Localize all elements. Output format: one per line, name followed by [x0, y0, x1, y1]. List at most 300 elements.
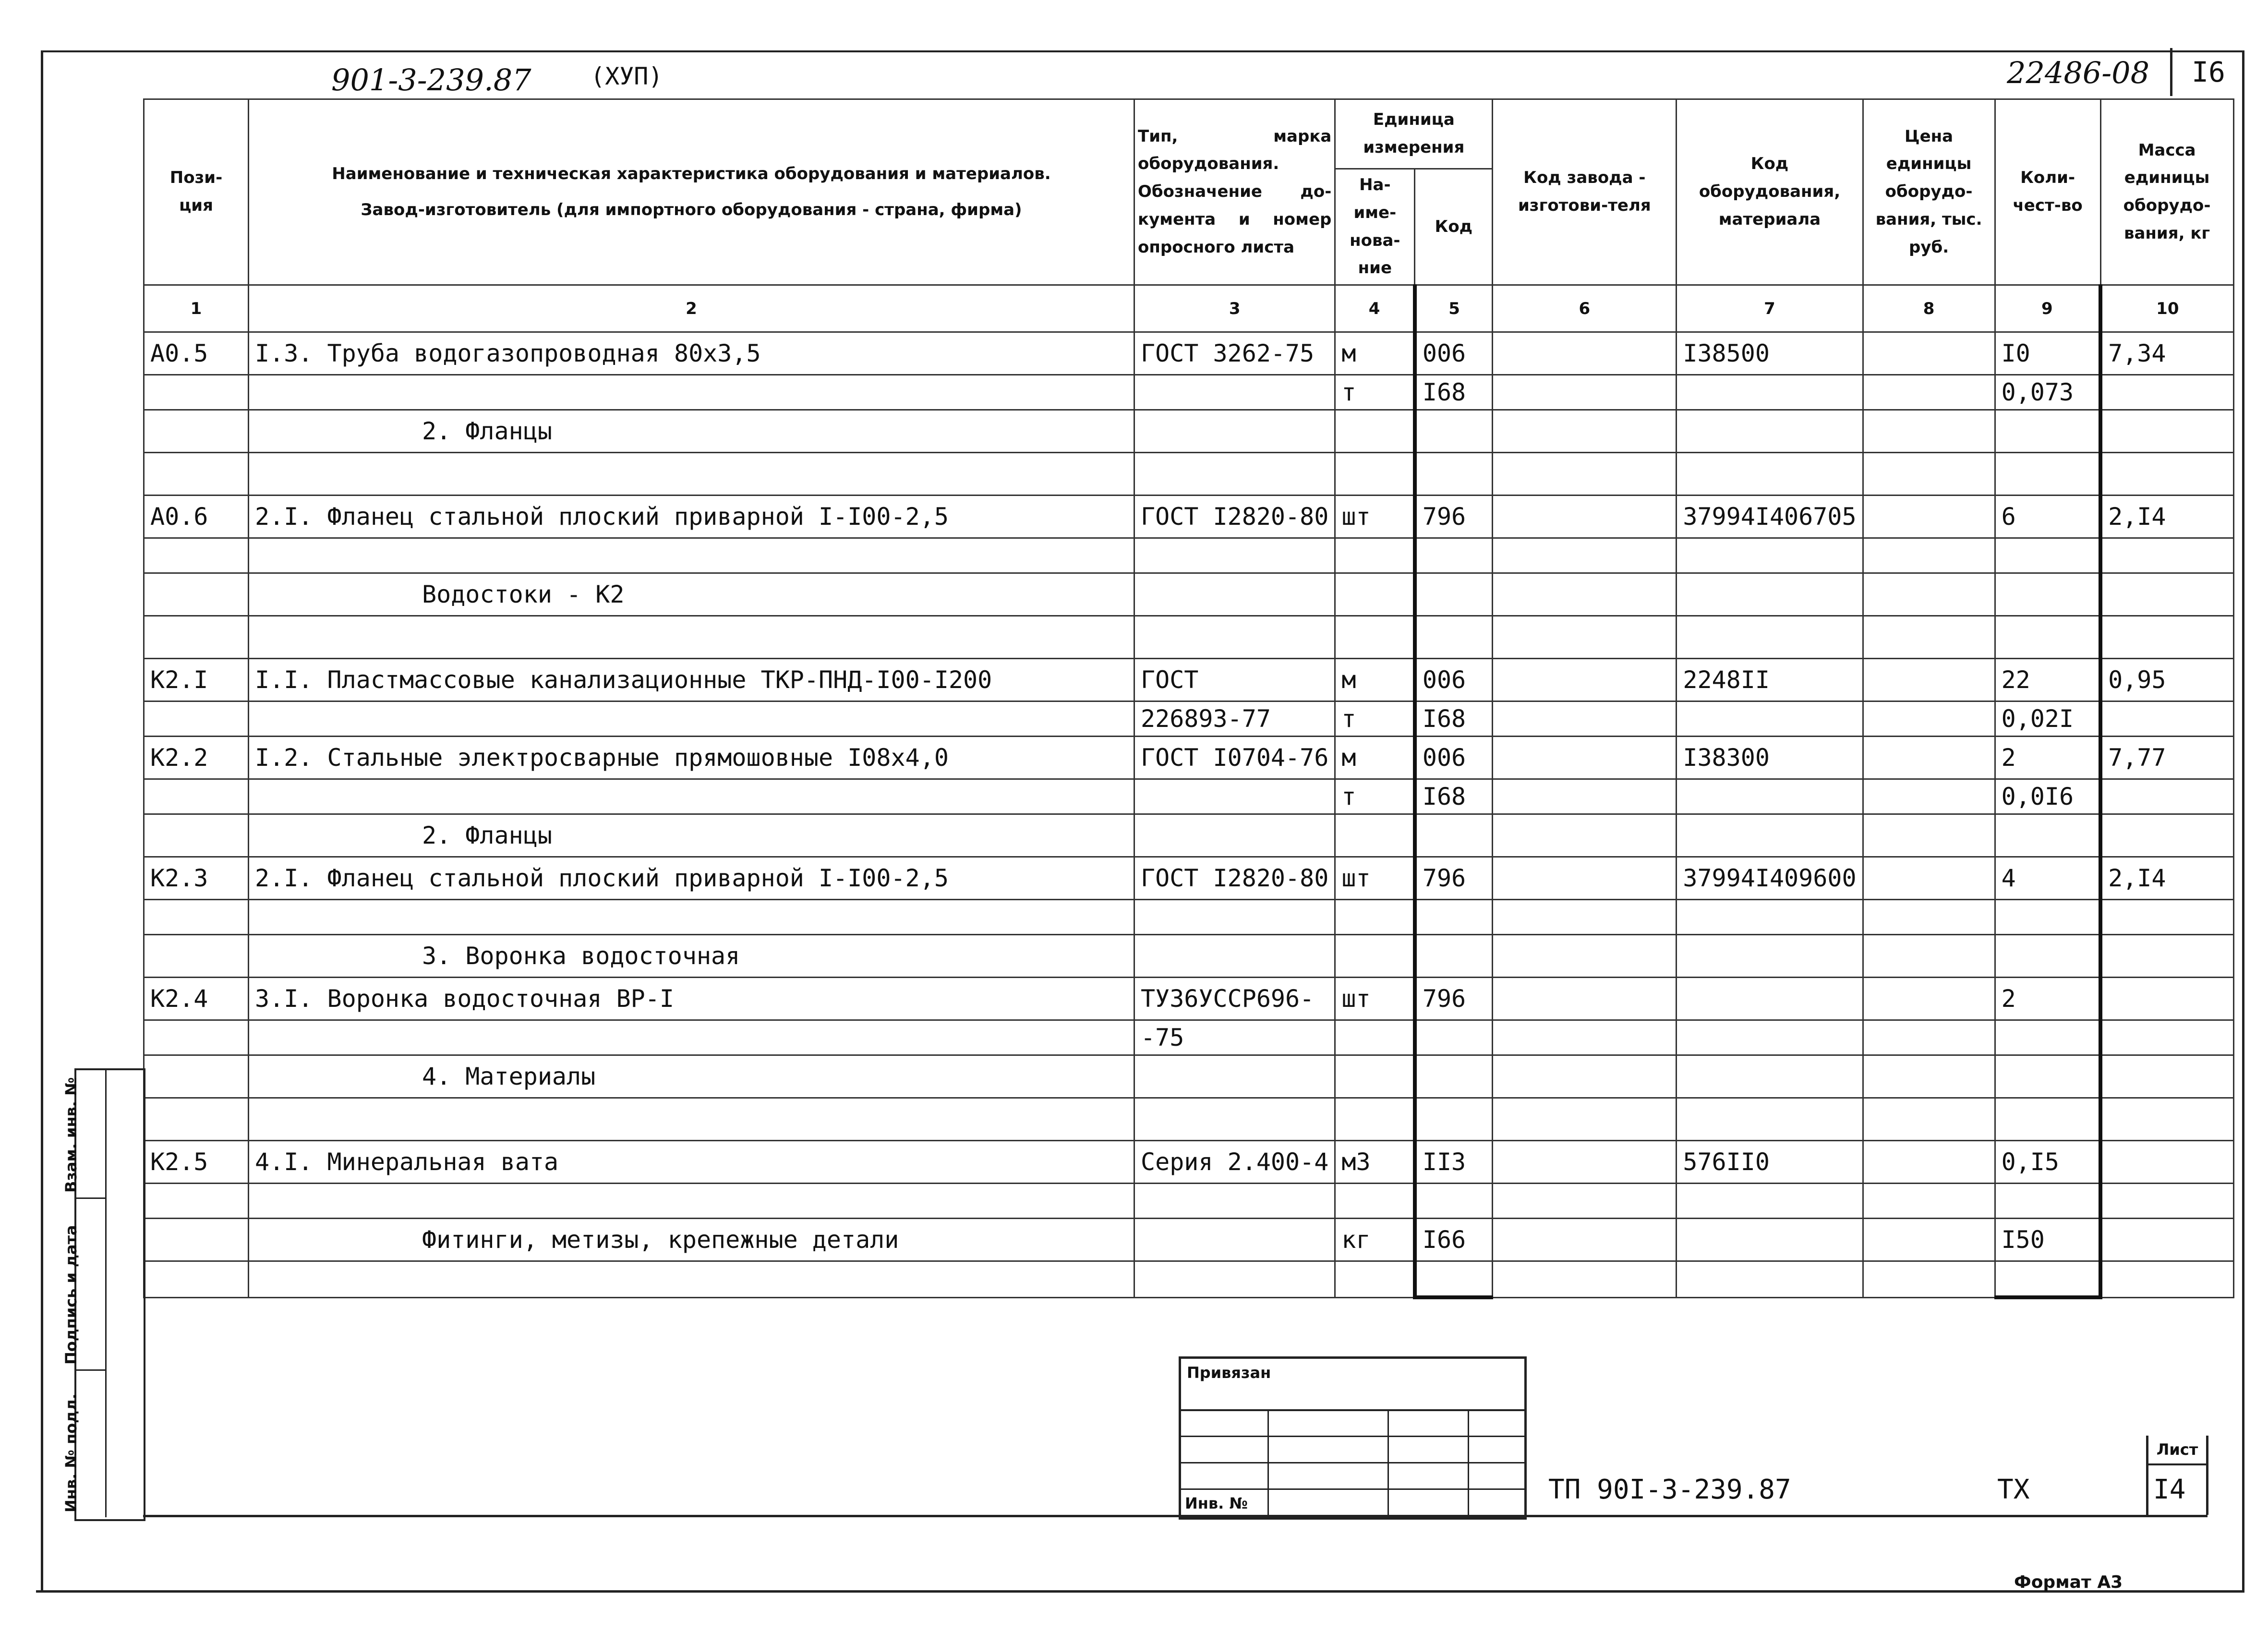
price-cell — [1863, 1020, 1995, 1055]
quantity-cell: I50 — [1995, 1219, 2100, 1261]
quantity-cell: 0,I5 — [1995, 1141, 2100, 1184]
quantity-cell: I0 — [1995, 332, 2100, 375]
document-cell — [1134, 616, 1335, 659]
document-cell — [1134, 410, 1335, 453]
plant-code-cell — [1493, 1141, 1677, 1184]
column-number: 10 — [2100, 285, 2233, 332]
plant-code-cell — [1493, 538, 1677, 573]
document-cell: ГОСТ I0704-76 — [1134, 737, 1335, 779]
equipment-code-cell — [1677, 410, 1863, 453]
price-cell — [1863, 573, 1995, 616]
unit-code-cell: I68 — [1415, 375, 1493, 410]
table-row — [144, 978, 2234, 1020]
plant-code-cell — [1493, 375, 1677, 410]
header-position: Пози- ция — [144, 99, 249, 285]
table-row — [144, 1055, 2234, 1098]
equipment-code-cell — [1677, 1020, 1863, 1055]
name-cell — [249, 900, 1134, 935]
quantity-cell: 0,0I6 — [1995, 779, 2100, 814]
quantity-cell: 0,073 — [1995, 375, 2100, 410]
plant-code-cell — [1493, 857, 1677, 900]
unit-code-cell: II3 — [1415, 1141, 1493, 1184]
position-cell: К2.5 — [144, 1141, 249, 1184]
price-cell — [1863, 1055, 1995, 1098]
equipment-code-cell — [1677, 375, 1863, 410]
quantity-cell — [1995, 1184, 2100, 1219]
unit-name-cell: шт — [1335, 857, 1415, 900]
position-cell — [144, 375, 249, 410]
unit-name-cell — [1335, 1055, 1415, 1098]
sheet-label: Лист — [2148, 1436, 2206, 1465]
unit-code-cell — [1415, 453, 1493, 496]
unit-name-cell: т — [1335, 701, 1415, 737]
name-cell — [249, 375, 1134, 410]
mass-cell — [2100, 1219, 2233, 1261]
mass-cell — [2100, 779, 2233, 814]
position-cell — [144, 900, 249, 935]
plant-code-cell — [1493, 573, 1677, 616]
quantity-cell — [1995, 814, 2100, 857]
price-cell — [1863, 1184, 1995, 1219]
price-cell — [1863, 1098, 1995, 1141]
plant-code-cell — [1493, 1098, 1677, 1141]
header-unit: Единица измерения — [1335, 99, 1493, 169]
plant-code-cell — [1493, 659, 1677, 701]
document-cell — [1134, 573, 1335, 616]
position-cell — [144, 538, 249, 573]
name-cell — [249, 1098, 1134, 1141]
document-cell: -75 — [1134, 1020, 1335, 1055]
unit-name-cell — [1335, 538, 1415, 573]
unit-code-cell — [1415, 1184, 1493, 1219]
table-row — [144, 779, 2234, 814]
unit-name-cell — [1335, 935, 1415, 978]
mass-cell — [2100, 814, 2233, 857]
position-cell — [144, 1098, 249, 1141]
specification-table — [143, 98, 2234, 1299]
quantity-cell — [1995, 616, 2100, 659]
equipment-code-cell: 37994I406705 — [1677, 496, 1863, 538]
position-cell — [144, 1261, 249, 1298]
document-cell — [1134, 814, 1335, 857]
name-cell: 2. Фланцы — [249, 410, 1134, 453]
table-row — [144, 900, 2234, 935]
header-name — [249, 99, 1134, 285]
name-cell — [249, 779, 1134, 814]
unit-code-cell — [1415, 538, 1493, 573]
mass-cell — [2100, 1098, 2233, 1141]
mass-cell: 2,I4 — [2100, 496, 2233, 538]
table-row — [144, 701, 2234, 737]
header-equipment-code: Код оборудования, материала — [1677, 99, 1863, 285]
unit-name-cell: т — [1335, 375, 1415, 410]
equipment-code-cell — [1677, 1261, 1863, 1298]
mass-cell: 2,I4 — [2100, 857, 2233, 900]
position-cell: А0.6 — [144, 496, 249, 538]
unit-code-cell: 796 — [1415, 496, 1493, 538]
quantity-cell — [1995, 1055, 2100, 1098]
equipment-code-cell — [1677, 538, 1863, 573]
position-cell: К2.3 — [144, 857, 249, 900]
equipment-code-cell — [1677, 1184, 1863, 1219]
unit-name-cell: м — [1335, 737, 1415, 779]
mass-cell — [2100, 1055, 2233, 1098]
quantity-cell — [1995, 1098, 2100, 1141]
unit-code-cell — [1415, 1055, 1493, 1098]
name-cell: 3.I. Воронка водосточная ВР-I — [249, 978, 1134, 1020]
document-cell — [1134, 538, 1335, 573]
drawing-frame-bottom — [36, 1590, 2244, 1593]
sheet-number: I4 — [2153, 1474, 2186, 1505]
unit-name-cell — [1335, 616, 1415, 659]
unit-code-cell: 796 — [1415, 978, 1493, 1020]
table-row — [144, 538, 2234, 573]
column-number: 2 — [249, 285, 1134, 332]
document-cell: ГОСТ — [1134, 659, 1335, 701]
table-row — [144, 1141, 2234, 1184]
unit-name-cell — [1335, 814, 1415, 857]
price-cell — [1863, 332, 1995, 375]
column-number: 5 — [1415, 285, 1493, 332]
document-cell — [1134, 1184, 1335, 1219]
plant-code-cell — [1493, 1055, 1677, 1098]
equipment-code-cell — [1677, 935, 1863, 978]
equipment-code-cell — [1677, 616, 1863, 659]
unit-code-cell: 006 — [1415, 332, 1493, 375]
table-row — [144, 814, 2234, 857]
plant-code-cell — [1493, 410, 1677, 453]
name-cell: 2.I. Фланец стальной плоский приварной I-I00-2,5 — [249, 496, 1134, 538]
name-cell: 3. Воронка водосточная — [249, 935, 1134, 978]
plant-code-cell — [1493, 1184, 1677, 1219]
header-name-line1: Наименование и техническая характеристика оборудования и материалов. — [332, 164, 1051, 184]
table-row — [144, 375, 2234, 410]
price-cell — [1863, 410, 1995, 453]
name-cell: 2. Фланцы — [249, 814, 1134, 857]
price-cell — [1863, 900, 1995, 935]
mass-cell — [2100, 375, 2233, 410]
unit-name-cell — [1335, 453, 1415, 496]
name-cell — [249, 538, 1134, 573]
page-number: I6 — [2170, 48, 2244, 96]
mass-cell — [2100, 453, 2233, 496]
document-cell: Серия 2.400-4 — [1134, 1141, 1335, 1184]
table-row — [144, 496, 2234, 538]
mass-cell: 7,34 — [2100, 332, 2233, 375]
position-cell — [144, 410, 249, 453]
equipment-code-cell: I38300 — [1677, 737, 1863, 779]
table-row — [144, 857, 2234, 900]
plant-code-cell — [1493, 496, 1677, 538]
equipment-code-cell — [1677, 814, 1863, 857]
table-row — [144, 737, 2234, 779]
name-cell — [249, 616, 1134, 659]
plant-code-cell — [1493, 978, 1677, 1020]
name-cell: I.2. Стальные электросварные прямошовные I08х4,0 — [249, 737, 1134, 779]
unit-code-cell — [1415, 573, 1493, 616]
unit-name-cell: кг — [1335, 1219, 1415, 1261]
unit-code-cell: I66 — [1415, 1219, 1493, 1261]
equipment-code-cell: 576II0 — [1677, 1141, 1863, 1184]
sidebar-podpis-cell — [62, 1199, 107, 1371]
stage-code: ТХ — [1997, 1474, 2030, 1505]
document-cell — [1134, 375, 1335, 410]
document-cell — [1134, 1261, 1335, 1298]
name-cell — [249, 453, 1134, 496]
name-cell: Водостоки - К2 — [249, 573, 1134, 616]
unit-name-cell — [1335, 1184, 1415, 1219]
plant-code-cell — [1493, 814, 1677, 857]
plant-code-cell — [1493, 737, 1677, 779]
header-price: Цена единицы оборудо-вания, тыс. руб. — [1863, 99, 1995, 285]
header-unit-code: Код — [1415, 169, 1493, 285]
sidebar-vzam-label: Взам. инв. № — [62, 1077, 80, 1193]
price-cell — [1863, 453, 1995, 496]
position-cell — [144, 935, 249, 978]
registration-number: 22486-08 — [2007, 55, 2150, 90]
unit-name-cell — [1335, 1020, 1415, 1055]
quantity-cell — [1995, 935, 2100, 978]
quantity-cell — [1995, 1261, 2100, 1298]
equipment-code-cell — [1677, 900, 1863, 935]
table-row — [144, 453, 2234, 496]
price-cell — [1863, 978, 1995, 1020]
header-type: Тип, марка оборудования. Обозначение до-кумента и номер опросного листа — [1134, 99, 1335, 285]
document-cell — [1134, 935, 1335, 978]
column-number: 6 — [1493, 285, 1677, 332]
sidebar-podpis-label: Подпись и дата — [62, 1225, 80, 1365]
position-cell — [144, 779, 249, 814]
price-cell — [1863, 1261, 1995, 1298]
column-number: 4 — [1335, 285, 1415, 332]
unit-code-cell — [1415, 1098, 1493, 1141]
price-cell — [1863, 814, 1995, 857]
bottom-rule — [143, 1515, 2208, 1517]
unit-code-cell — [1415, 900, 1493, 935]
document-cell — [1134, 900, 1335, 935]
equipment-code-cell — [1677, 779, 1863, 814]
mass-cell — [2100, 701, 2233, 737]
plant-code-cell — [1493, 900, 1677, 935]
equipment-code-cell — [1677, 701, 1863, 737]
unit-code-cell — [1415, 616, 1493, 659]
mass-cell: 0,95 — [2100, 659, 2233, 701]
mass-cell — [2100, 1184, 2233, 1219]
price-cell — [1863, 1219, 1995, 1261]
column-number: 9 — [1995, 285, 2100, 332]
plant-code-cell — [1493, 1020, 1677, 1055]
position-cell — [144, 701, 249, 737]
sheet-box — [2146, 1436, 2208, 1515]
column-number: 3 — [1134, 285, 1335, 332]
name-cell — [249, 1184, 1134, 1219]
mass-cell — [2100, 1261, 2233, 1298]
position-cell — [144, 616, 249, 659]
unit-name-cell: шт — [1335, 496, 1415, 538]
mass-cell — [2100, 573, 2233, 616]
quantity-cell: 0,02I — [1995, 701, 2100, 737]
plant-code-cell — [1493, 453, 1677, 496]
equipment-code-cell: I38500 — [1677, 332, 1863, 375]
table-row — [144, 935, 2234, 978]
plant-code-cell — [1493, 1219, 1677, 1261]
mass-cell — [2100, 538, 2233, 573]
price-cell — [1863, 496, 1995, 538]
position-cell — [144, 453, 249, 496]
unit-name-cell — [1335, 573, 1415, 616]
unit-code-cell — [1415, 814, 1493, 857]
name-cell: I.3. Труба водогазопроводная 80х3,5 — [249, 332, 1134, 375]
position-cell — [144, 1055, 249, 1098]
price-cell — [1863, 659, 1995, 701]
unit-code-cell — [1415, 1020, 1493, 1055]
table-row — [144, 1184, 2234, 1219]
format-label: Формат А3 — [2014, 1572, 2123, 1592]
name-cell: 4.I. Минеральная вата — [249, 1141, 1134, 1184]
position-cell — [144, 573, 249, 616]
price-cell — [1863, 1141, 1995, 1184]
position-cell — [144, 1020, 249, 1055]
document-cell: ГОСТ 3262-75 — [1134, 332, 1335, 375]
unit-name-cell: шт — [1335, 978, 1415, 1020]
unit-code-cell — [1415, 1261, 1493, 1298]
equipment-code-cell — [1677, 453, 1863, 496]
document-cell — [1134, 1219, 1335, 1261]
table-row — [144, 573, 2234, 616]
quantity-cell — [1995, 900, 2100, 935]
quantity-cell: 6 — [1995, 496, 2100, 538]
equipment-code-cell — [1677, 1055, 1863, 1098]
mass-cell — [2100, 900, 2233, 935]
price-cell — [1863, 737, 1995, 779]
header-mass: Масса единицы оборудо-вания, кг — [2100, 99, 2233, 285]
document-cell: ГОСТ I2820-80 — [1134, 857, 1335, 900]
unit-code-cell: 006 — [1415, 737, 1493, 779]
document-cell — [1134, 1098, 1335, 1141]
document-cell: ТУ36УССР696- — [1134, 978, 1335, 1020]
document-cell — [1134, 453, 1335, 496]
name-cell — [249, 1261, 1134, 1298]
unit-name-cell — [1335, 410, 1415, 453]
table-row — [144, 332, 2234, 375]
name-cell: 4. Материалы — [249, 1055, 1134, 1098]
table-row — [144, 1261, 2234, 1298]
column-number: 7 — [1677, 285, 1863, 332]
mass-cell — [2100, 616, 2233, 659]
quantity-cell: 2 — [1995, 737, 2100, 779]
title-block-privyazan — [1179, 1356, 1527, 1520]
table-row — [144, 410, 2234, 453]
price-cell — [1863, 538, 1995, 573]
unit-name-cell: т — [1335, 779, 1415, 814]
document-cell — [1134, 1055, 1335, 1098]
sidebar-inv-cell — [62, 1371, 107, 1517]
quantity-cell — [1995, 573, 2100, 616]
header-name-line2: Завод-изготовитель (для импортного оборудования - страна, фирма) — [361, 200, 1022, 220]
price-cell — [1863, 616, 1995, 659]
name-cell — [249, 1020, 1134, 1055]
unit-name-cell: м — [1335, 332, 1415, 375]
equipment-code-cell: 2248II — [1677, 659, 1863, 701]
document-code: 901-3-239.87 — [331, 62, 531, 97]
quantity-cell — [1995, 410, 2100, 453]
quantity-cell — [1995, 1020, 2100, 1055]
mass-cell — [2100, 978, 2233, 1020]
equipment-code-cell — [1677, 978, 1863, 1020]
plant-code-cell — [1493, 935, 1677, 978]
position-cell — [144, 814, 249, 857]
position-cell — [144, 1184, 249, 1219]
plant-code-cell — [1493, 332, 1677, 375]
mass-cell — [2100, 410, 2233, 453]
quantity-cell: 2 — [1995, 978, 2100, 1020]
quantity-cell — [1995, 453, 2100, 496]
unit-code-cell — [1415, 410, 1493, 453]
price-cell — [1863, 701, 1995, 737]
quantity-cell: 4 — [1995, 857, 2100, 900]
unit-name-cell — [1335, 1098, 1415, 1141]
name-cell: 2.I. Фланец стальной плоский приварной I-I00-2,5 — [249, 857, 1134, 900]
header-plant-code: Код завода - изготови-теля — [1493, 99, 1677, 285]
plant-code-cell — [1493, 1261, 1677, 1298]
plant-code-cell — [1493, 616, 1677, 659]
price-cell — [1863, 375, 1995, 410]
position-cell: К2.I — [144, 659, 249, 701]
column-number: 1 — [144, 285, 249, 332]
unit-name-cell: м3 — [1335, 1141, 1415, 1184]
table-row — [144, 1219, 2234, 1261]
document-cell — [1134, 779, 1335, 814]
mass-cell — [2100, 1020, 2233, 1055]
name-cell: I.I. Пластмассовые канализационные ТКР-ПНД-I00-I200 — [249, 659, 1134, 701]
sidebar-vzam-cell — [62, 1070, 107, 1199]
price-cell — [1863, 857, 1995, 900]
table-row — [144, 616, 2234, 659]
position-cell: К2.4 — [144, 978, 249, 1020]
header-unit-name: На-име-нова-ние — [1335, 169, 1415, 285]
mass-cell: 7,77 — [2100, 737, 2233, 779]
quantity-cell — [1995, 538, 2100, 573]
table-row — [144, 1020, 2234, 1055]
position-cell — [144, 1219, 249, 1261]
name-cell — [249, 701, 1134, 737]
mass-cell — [2100, 935, 2233, 978]
price-cell — [1863, 779, 1995, 814]
header-quantity: Коли-чест-во — [1995, 99, 2100, 285]
table-row — [144, 1098, 2234, 1141]
document-cell: ГОСТ I2820-80 — [1134, 496, 1335, 538]
unit-code-cell: I68 — [1415, 701, 1493, 737]
unit-name-cell: м — [1335, 659, 1415, 701]
price-cell — [1863, 935, 1995, 978]
mass-cell — [2100, 1141, 2233, 1184]
unit-code-cell: 796 — [1415, 857, 1493, 900]
unit-code-cell: I68 — [1415, 779, 1493, 814]
position-cell: А0.5 — [144, 332, 249, 375]
quantity-cell: 22 — [1995, 659, 2100, 701]
document-cell: 226893-77 — [1134, 701, 1335, 737]
name-cell: Фитинги, метизы, крепежные детали — [249, 1219, 1134, 1261]
equipment-code-cell — [1677, 1098, 1863, 1141]
document-number: ТП 90I-3-239.87 — [1548, 1474, 1791, 1505]
plant-code-cell — [1493, 779, 1677, 814]
table-row — [144, 659, 2234, 701]
unit-name-cell — [1335, 900, 1415, 935]
stamp-sidebar — [62, 1068, 145, 1521]
equipment-code-cell — [1677, 1219, 1863, 1261]
volume-label: (ХУП) — [591, 62, 663, 90]
equipment-code-cell: 37994I409600 — [1677, 857, 1863, 900]
